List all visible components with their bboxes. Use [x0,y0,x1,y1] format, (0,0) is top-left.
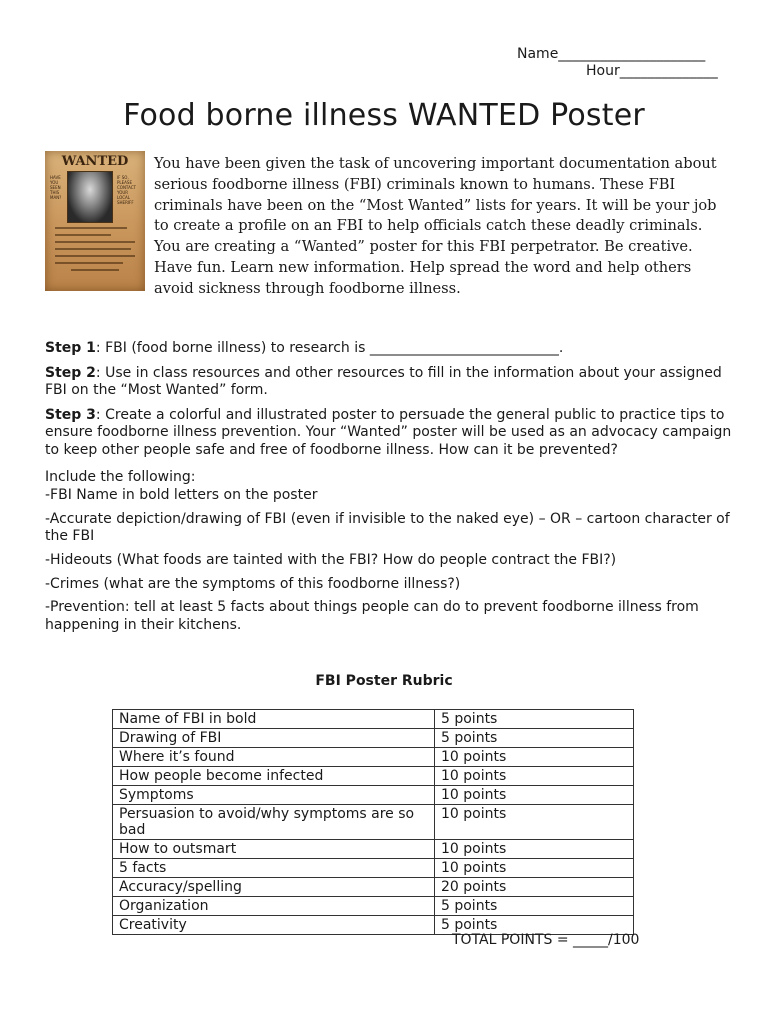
list-item: -Prevention: tell at least 5 facts about things people can do to prevent foodborne illness from happening in their kitchens. [45,599,699,633]
points-cell: 5 points [435,729,634,748]
poster-side-text-right: IF SO, PLEASE CONTACT YOUR LOCAL SHERIFF [117,175,136,205]
poster-heading: WANTED [61,154,129,169]
criterion-cell: Name of FBI in bold [113,710,435,729]
step-text: : Create a colorful and illustrated poster to persuade the general public to practice tips to ensure foodborne illness prevention. Your “Wanted” poster will be used as an advocacy campaign to keep other people safe and free of foodborne illness. How can it be prevented? [45,406,732,458]
table-row [113,805,634,840]
rubric-title: FBI Poster Rubric [315,673,453,689]
criterion-cell: Drawing of FBI [113,729,435,748]
criterion-cell: 5 facts [113,859,435,878]
instructions-section [45,340,735,640]
table-row [113,840,634,859]
table-row [113,748,634,767]
points-cell: 5 points [435,897,634,916]
table-row [113,710,634,729]
points-cell: 10 points [435,805,634,840]
criterion-cell: Organization [113,897,435,916]
poster-side-text-left: HAVE YOU SEEN THIS MAN? [50,175,62,200]
points-cell: 5 points [435,710,634,729]
hour-field-label: Hour______________ [586,63,718,79]
step-label: Step 2 [45,364,96,381]
list-item: -Hideouts (What foods are tainted with the FBI? How do people contract the FBI?) [45,551,617,568]
points-cell: 10 points [435,786,634,805]
table-row [113,878,634,897]
include-list [45,469,735,635]
wanted-poster-image [45,151,145,291]
criterion-cell: Persuasion to avoid/why symptoms are so bad [113,805,435,840]
suspect-photo [67,171,113,223]
total-points-line: TOTAL POINTS = _____/100 [452,932,640,948]
table-row [113,786,634,805]
criterion-cell: How people become infected [113,767,435,786]
table-row [113,859,634,878]
step-label: Step 3 [45,406,96,423]
criterion-cell: Creativity [113,916,435,935]
points-cell: 10 points [435,840,634,859]
step-label: Step 1 [45,340,96,356]
criterion-cell: Symptoms [113,786,435,805]
step-2 [45,365,735,400]
list-item: -Crimes (what are the symptoms of this foodborne illness?) [45,575,461,592]
intro-paragraph: You have been given the task of uncovering important documentation about serious foodborne illness (FBI) criminals known to humans. These FBI criminals have been on the “Most Wanted” lists for years. It will be your job to create a profile on an FBI to help officials catch these deadly criminals. You are creating a “Wanted” poster for this FBI perpetrator. Be creative. Have fun. Learn new information. Help spread the word and help others avoid sickness through foodborne illness. [154,155,717,297]
table-row [113,767,634,786]
points-cell: 10 points [435,767,634,786]
list-item: -Accurate depiction/drawing of FBI (even if invisible to the naked eye) – OR – cartoon character of the FBI [45,510,730,545]
rubric-table [112,709,634,935]
points-cell: 10 points [435,859,634,878]
step-text: : FBI (food borne illness) to research is ___________________________. [95,340,564,356]
table-row [113,729,634,748]
points-cell: 5 points [435,916,634,935]
criterion-cell: How to outsmart [113,840,435,859]
step-1 [45,340,735,358]
points-cell: 10 points [435,748,634,767]
table-row [113,897,634,916]
step-text: : Use in class resources and other resources to fill in the information about your assigned FBI on the “Most Wanted” form. [45,364,722,399]
list-item: -FBI Name in bold letters on the poster [45,487,318,504]
poster-text-lines [55,227,135,276]
criterion-cell: Accuracy/spelling [113,878,435,897]
page-title: Food borne illness WANTED Poster [123,98,645,133]
points-cell: 20 points [435,878,634,897]
name-field-label: Name_____________________ [517,46,706,62]
criterion-cell: Where it’s found [113,748,435,767]
step-3 [45,407,735,460]
include-heading: Include the following: [45,468,196,485]
